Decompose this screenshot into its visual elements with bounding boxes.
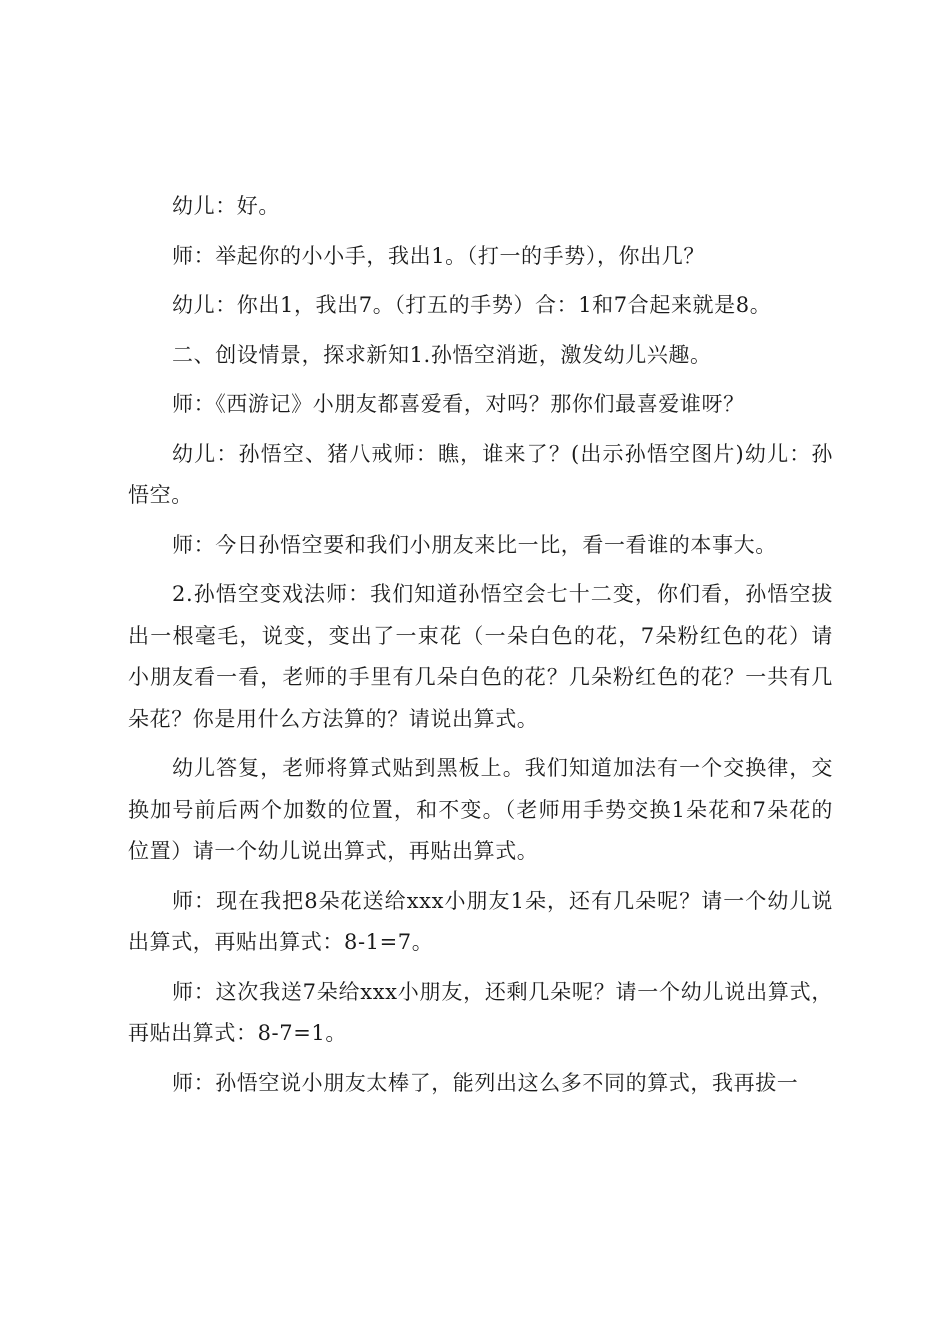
paragraph-4: 二、创设情景，探求新知1.孙悟空消逝，激发幼儿兴趣。 <box>172 342 712 367</box>
paragraph-6: 幼儿：孙悟空、猪八戒师：瞧，谁来了？(出示孙悟空图片)幼儿：孙悟空。 <box>128 441 833 507</box>
paragraph-7: 师：今日孙悟空要和我们小朋友来比一比，看一看谁的本事大。 <box>172 532 777 557</box>
paragraph-12: 师：孙悟空说小朋友太棒了，能列出这么多不同的算式，我再拔一 <box>172 1070 799 1095</box>
paragraph-3: 幼儿：你出1，我出7。（打五的手势）合：1和7合起来就是8。 <box>172 293 772 317</box>
paragraph-1: 幼儿：好。 <box>172 194 280 218</box>
paragraph-11: 师：这次我送7朵给xxx小朋友，还剩几朵呢？请一个幼儿说出算式，再贴出算式：8-7=1。 <box>128 979 833 1045</box>
document-body <box>128 186 833 1112</box>
paragraph-10: 师：现在我把8朵花送给xxx小朋友1朵，还有几朵呢？请一个幼儿说出算式，再贴出算式：8-1=7。 <box>128 888 833 954</box>
paragraph-2: 师：举起你的小小手，我出1。（打一的手势），你出几？ <box>172 243 705 268</box>
paragraph-8: 2.孙悟空变戏法师：我们知道孙悟空会七十二变，你们看，孙悟空拔出一根毫毛，说变，变出了一束花（一朵白色的花，7朵粉红色的花）请小朋友看一看，老师的手里有几朵白色的花？几朵粉红色的花？一共有几朵花？你是用什么方法算的？请说出算式。 <box>128 582 833 731</box>
paragraph-9: 幼儿答复，老师将算式贴到黑板上。我们知道加法有一个交换律，交换加号前后两个加数的位置，和不变。（老师用手势交换1朵花和7朵花的位置）请一个幼儿说出算式，再贴出算式。 <box>128 756 833 863</box>
paragraph-5: 师：《西游记》小朋友都喜爱看，对吗？那你们最喜爱谁呀？ <box>172 392 745 416</box>
